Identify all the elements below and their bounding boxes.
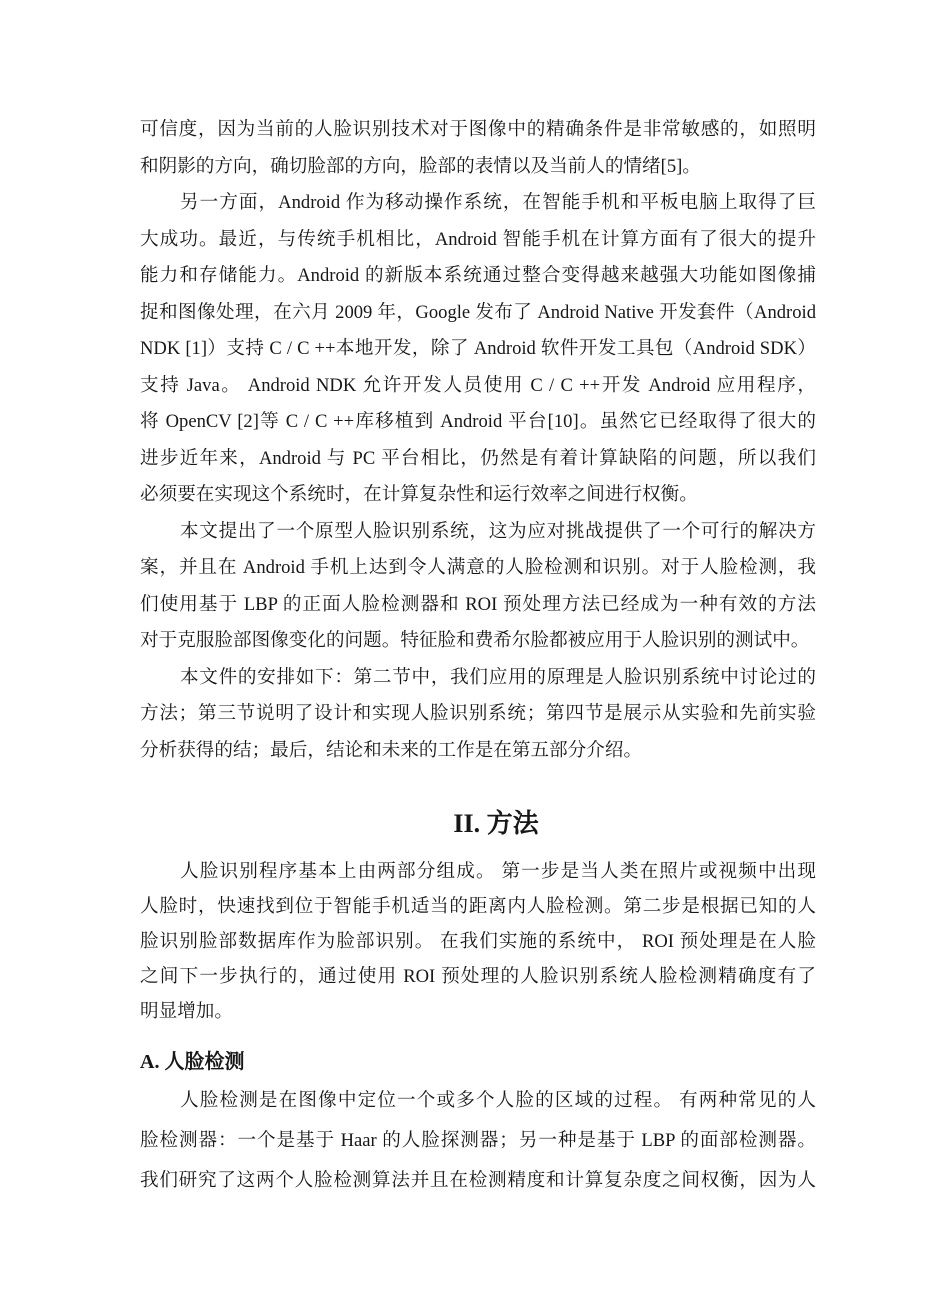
- text-line: 本文件的安排如下：第二节中，我们应用的原理是人脸识别系统中讨论过的: [180, 666, 816, 688]
- text-line: 必须要在实现这个系统时，在计算复杂性和运行效率之间进行权衡。: [140, 484, 698, 505]
- page-content: [140, 112, 816, 1201]
- paragraph-android: [140, 185, 816, 514]
- text-line: 脸识别脸部数据库作为脸部识别。 在我们实施的系统中， ROI 预处理是在人脸: [140, 931, 816, 952]
- section-heading-methods: II. 方法: [453, 809, 539, 838]
- text-line: 本文提出了一个原型人脸识别系统，这为应对挑战提供了一个可行的解决方: [180, 520, 816, 542]
- text-line: 脸检测器：一个是基于 Haar 的人脸探测器；另一种是基于 LBP 的面部检测器。: [140, 1130, 816, 1151]
- subsection-heading-face-detection: A. 人脸检测: [140, 1051, 245, 1073]
- text-line: 人脸识别程序基本上由两部分组成。 第一步是当人类在照片或视频中出现: [180, 861, 816, 882]
- text-line: 另一方面，Android 作为移动操作系统，在智能手机和平板电脑上取得了巨: [180, 192, 816, 213]
- paragraph-proposal: [140, 514, 816, 660]
- text-line: 我们研究了这两个人脸检测算法并且在检测精度和计算复杂度之间权衡，因为人: [140, 1170, 816, 1191]
- text-line: 人脸时，快速找到位于智能手机适当的距离内人脸检测。第二步是根据已知的人: [140, 896, 816, 917]
- text-line: 将 OpenCV [2]等 C / C ++库移植到 Android 平台[10]。虽然它已经取得了很大的: [140, 411, 816, 432]
- paragraph-outline: [140, 660, 816, 770]
- text-line: 大成功。最近，与传统手机相比，Android 智能手机在计算方面有了很大的提升: [140, 228, 816, 250]
- text-line: 进步近年来，Android 与 PC 平台相比，仍然是有着计算缺陷的问题，所以我们: [140, 447, 816, 469]
- text-line: 对于克服脸部图像变化的问题。特征脸和费希尔脸都被应用于人脸识别的测试中。: [140, 630, 810, 651]
- text-line: 明显增加。: [140, 1001, 233, 1022]
- text-line: 和阴影的方向，确切脸部的方向，脸部的表情以及当前人的情绪[5]。: [140, 155, 701, 177]
- text-line: 案，并且在 Android 手机上达到令人满意的人脸检测和识别。对于人脸检测，我: [140, 557, 816, 578]
- text-line: 之间下一步执行的，通过使用 ROI 预处理的人脸识别系统人脸检测精确度有了: [140, 966, 816, 987]
- paragraph-method-overview: [140, 854, 816, 1029]
- text-line: NDK [1]）支持 C / C ++本地开发，除了 Android 软件开发工具包（Android SDK）: [140, 338, 816, 359]
- text-line: 能力和存储能力。Android 的新版本系统通过整合变得越来越强大功能如图像捕: [140, 265, 816, 286]
- text-line: 可信度，因为当前的人脸识别技术对于图像中的精确条件是非常敏感的，如照明: [140, 119, 816, 140]
- text-line: 人脸检测是在图像中定位一个或多个人脸的区域的过程。 有两种常见的人: [180, 1090, 816, 1111]
- text-line: 分析获得的结；最后，结论和未来的工作是在第五部分介绍。: [140, 739, 643, 761]
- text-line: 们使用基于 LBP 的正面人脸检测器和 ROI 预处理方法已经成为一种有效的方法: [140, 593, 816, 615]
- text-line: 捉和图像处理，在六月 2009 年，Google 发布了 Android Native 开发套件（Android: [140, 301, 816, 323]
- text-line: 支持 Java。 Android NDK 允许开发人员使用 C / C ++开发 Android 应用程序，: [140, 374, 816, 396]
- text-line: 方法；第三节说明了设计和实现人脸识别系统；第四节是展示从实验和先前实验: [140, 703, 816, 724]
- paragraph-face-detection: [140, 1081, 816, 1201]
- paragraph-intro-continued: [140, 112, 816, 185]
